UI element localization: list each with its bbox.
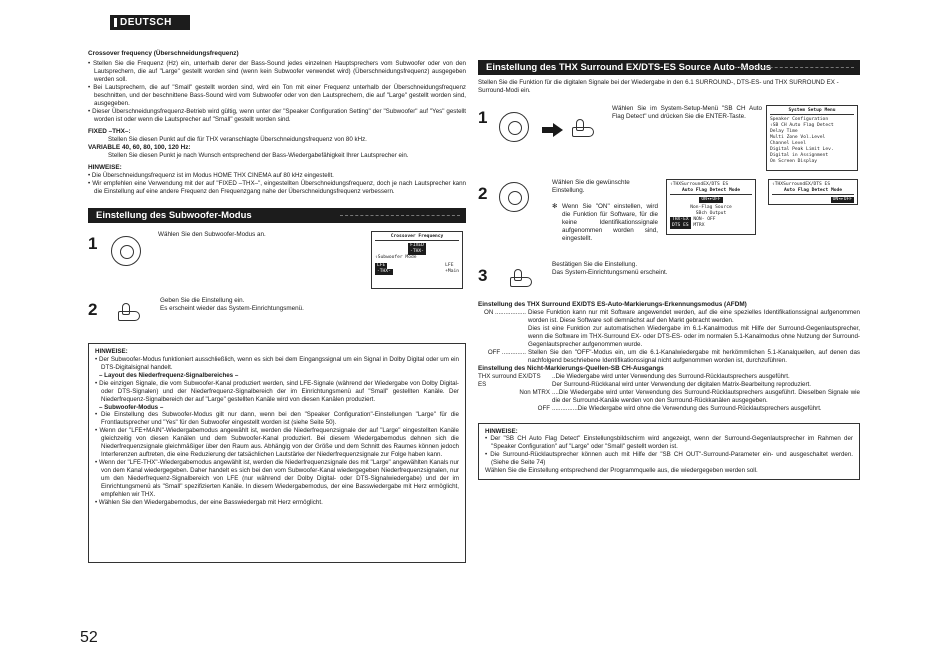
- afdm-screen-a: [666, 179, 756, 235]
- remote-cursor-pad-icon[interactable]: [496, 179, 532, 215]
- step-number: 2: [478, 183, 488, 203]
- subwoofer-mode-item: • Die Einstellung des Subwoofer-Modus gilt nur dann, wenn bei den "Speaker Configuration"-Einstellungen "Large" für die Frontlautsprecher und "Yes" für den Subwoofer eingestellt worden ist (siehe Seite 50).: [95, 411, 459, 427]
- menu-line: Multi Zone Vol.Level: [770, 134, 826, 140]
- screen-header: ⇧THXSurroundEX/DTS ES: [772, 181, 831, 187]
- step-text: Wählen Sie die gewünschte Einstellung.: [552, 178, 630, 194]
- afdm-on-text: Diese Funktion kann nur mit Software angewendet werden, auf die eine spezielles Identifikationssignal aufgenommen worden ist. Diese Software soll demnächst auf den Markt gebracht werden. Dies ist eine Funktion zur automatischen Wiedergabe im 6.1-Kanalmodus mit Hilfe der Surround-Gegenlautsprecher, wenn die Software im THX-Surround EX- oder DTS-ES- oder im normalen 5.1-Kanalmodus ohne Nutzung der Surround-Gegenlautsprecher aufgenommen wurde.: [528, 309, 860, 348]
- thx-intro: Stellen Sie die Funktion für die digitalen Signale bei der Wiedergabe in den 6.1 SURROUND-, DTS-ES- und THX SURROUND EX -Surround-Modi ein.: [478, 79, 839, 94]
- step-note: Wenn Sie "ON" einstellen, wird die Funktion für Software, für die keine Identifikationssignale aufgenommen worden sind, eingestellt.: [562, 202, 658, 243]
- variable-text: Stellen Sie diesen Punkt je nach Wunsch entsprechend der Bass-Wiedergabefähigkeit Ihrer Lautsprecher ein.: [108, 152, 409, 159]
- nonflag-text: ..Die Wiedergabe wird unter Verwendung des Surround-Rücklautsprechers ausgeführt. Der Surround-Rückkanal wird unter Verwendung der digitalen Matrix-Bearbeitung reproduziert.: [552, 372, 811, 388]
- remote-cursor-pad-icon[interactable]: [496, 109, 532, 145]
- crossover-screen: [371, 231, 463, 289]
- crossover-bullets: [88, 60, 466, 124]
- hinweise-item: • Wir empfehlen eine Verwendung mit der auf "FIXED –THX–", eingestellten Überschneidungsfrequenz, doch je nach Lautsprecher kann die Einstellung auf eine andere Frequenz den Frequenzgang nahe der Überschneidungsfrequenz verbessern.: [88, 180, 466, 196]
- menu-line: On Screen Display: [770, 158, 818, 164]
- step-number: 2: [88, 299, 98, 319]
- enter-button-hand-icon[interactable]: [116, 301, 144, 323]
- menu-line: Digital Peak Limit Lev.: [770, 146, 834, 152]
- menu-line: Speaker Configuration: [770, 116, 829, 122]
- fixed-text: Stellen Sie diesen Punkt auf die für THX veranschlagte Überschneidungsfrequenz von 80 kHz.: [108, 135, 367, 143]
- subwoofer-mode-item: • Wählen Sie den Wiedergabemodus, der eine Basswiedergab mit Herz ermöglicht.: [95, 499, 459, 507]
- afdm-off-text: Stellen Sie den "OFF"-Modus ein, um die 6.1-Kanalwiedergabe mit herkömmlichen 5.1-Kanalquellen, auf denen das nachfolgend beschriebene Identifikationssignal nicht aufgenommen worden ist, durchzuführen.: [528, 348, 860, 364]
- step-text: Bestätigen Sie die Einstellung. Das System-Einrichtungsmenü erscheint.: [552, 260, 668, 276]
- page-number: 52: [80, 629, 98, 646]
- screen-on-off: ON◂▸OFF: [832, 196, 852, 202]
- left-column: [88, 50, 466, 563]
- menu-line: Digital in Assignment: [770, 152, 829, 158]
- screen-header: ⇧THXSurroundEX/DTS ES: [670, 181, 729, 187]
- hinweise-item: • Die Überschneidungsfrequenz ist im Modus HOME THX CINEMA auf 80 kHz eingestellt.: [88, 172, 466, 180]
- subwoofer-step-1: [88, 229, 466, 295]
- nonflag-key: THX surround EX/DTS ES: [478, 372, 541, 388]
- screen-thx: -THX-: [410, 248, 424, 254]
- step-text: Wählen Sie im System-Setup-Menü "SB CH Auto Flag Detect" und drücken Sie die ENTER-Taste.: [612, 104, 762, 120]
- afdm-off-key: OFF ..............: [487, 348, 526, 356]
- screen-main-right: +Main: [445, 268, 459, 274]
- lfe-layout-title: – Layout des Niederfrequenz-Signalbereiches –: [99, 371, 239, 379]
- afdm-off-row: [478, 349, 860, 365]
- screen-thx2: -THX-: [377, 268, 391, 274]
- remote-cursor-pad-icon[interactable]: [108, 233, 144, 269]
- arrow-right-icon: [542, 123, 564, 137]
- thx-step-2: [478, 179, 860, 261]
- crossover-bullet: • Stellen Sie die Frequenz (Hz) ein, unterhalb derer der Bass-Sound jedes einzelnen Hauptsprechers vom Subwoofer oder von den Lautsprechern, die auf "Large" gestellt worden sind (wenn kein Subwoofer verwendet wird) (Überschneidungsfrequenz) ausgegeben werden soll.: [88, 60, 466, 84]
- crossover-title: Crossover frequency (Überschneidungsfrequenz): [88, 50, 239, 57]
- screen-sbch: SBch Output: [695, 210, 727, 216]
- fixed-label: FIXED –THX–:: [88, 127, 131, 135]
- hinweise-tail: Wählen Sie die Einstellung entsprechend der Programmquelle aus, die wiedergegeben werden soll.: [485, 467, 758, 475]
- afdm-screen-b: [768, 179, 858, 205]
- hinweise-title: HINWEISE:: [95, 347, 128, 355]
- crossover-bullet: • Dieser Überschneidungsfrequenz-Betrieb wird gültig, wenn unter der "Speaker Configuration Setting" der "Subwoofer" auf "Yes" gestellt worden ist oder wenn die Lautsprecher auf "Small" gestellt worden sind.: [88, 108, 466, 124]
- hinweise-list: [88, 172, 466, 196]
- step-text: Geben Sie die Einstellung ein. Es erscheint wieder das System-Einrichtungsmenü.: [160, 296, 304, 312]
- nonflag-row: [478, 389, 860, 405]
- language-tab: DEUTSCH: [110, 15, 190, 30]
- nonflag-text: ...............Die Wiedergabe wird ohne die Verwendung des Surround-Rücklautsprechers ausgeführt.: [552, 404, 822, 412]
- screen-non: NON-: [693, 216, 705, 222]
- screen-thx-ex: THX-EX: [672, 216, 689, 222]
- nonflag-row: [478, 405, 860, 413]
- lfe-layout-text: • Die einzigen Signale, die vom Subwoofer-Kanal produziert werden, sind LFE-Signale (während der Wiedergabe von Dolby Digital- oder DTS-Signalen) und der Niederfrequenz-Signalbereich der im Einrichtungsmenü auf "Small" gestellten Kanäle. Der Niederfrequenz-Signalbereich der auf "Large" gestellten Kanäle wird von diesen Kanälen produziert.: [95, 380, 459, 404]
- thx-step-3: [478, 261, 860, 301]
- right-column: [478, 60, 860, 480]
- system-setup-screen: [766, 105, 858, 171]
- hinweise-intro: • Der Subwoofer-Modus funktioniert ausschließlich, wenn es sich bei dem Eingangssignal um ein Signal in Dolby Digital oder um ein DTS-Digitalsignal handelt.: [95, 356, 459, 372]
- subwoofer-step-2: [88, 295, 466, 343]
- thx-section-bar: Einstellung des THX Surround EX/DTS-ES Source Auto -Modus: [478, 60, 860, 75]
- variable-label: VARIABLE 40, 60, 80, 100, 120 Hz:: [88, 143, 191, 151]
- subwoofer-hinweise-box: [88, 343, 466, 563]
- screen-on-off: ON◂▸OFF: [701, 196, 721, 202]
- afdm-on-row: [478, 309, 860, 349]
- screen-mtrx: MTRX: [693, 222, 705, 228]
- afdm-title: Einstellung des THX Surround EX/DTS ES-Auto-Markierungs-Erkennungsmodus (AFDM): [478, 300, 747, 308]
- hinweise-title: HINWEISE:: [88, 163, 122, 171]
- screen-header: Crossover Frequency: [375, 234, 459, 241]
- enter-button-hand-icon[interactable]: [508, 267, 536, 289]
- hinweise-item: • Der "SB CH Auto Flag Detect" Einstellungsbildschirm wird angezeigt, wenn der Surround-Gegenlautsprecher im Rahmen der "Speaker Configuration" auf "Large" oder "Small" gestellt worden ist.: [485, 435, 853, 451]
- enter-button-hand-icon[interactable]: [570, 117, 598, 139]
- subwoofer-mode-title: – Subwoofer-Modus –: [99, 403, 164, 411]
- menu-line: Delay Time: [770, 128, 798, 134]
- step-number: 1: [478, 107, 488, 127]
- menu-line: ⇧SB CH Auto Flag Detect: [770, 122, 834, 128]
- menu-line: Channel Level: [770, 140, 806, 146]
- thx-hinweise-box: [478, 423, 860, 481]
- star-icon: ✻: [552, 202, 558, 210]
- subwoofer-mode-item: • Wenn der "LFE-THX"-Wiedergabemodus angewählt ist, werden die Niederfrequenzsignale des mit "Large" angewählten Kanals nur von dem Kanal wiedergegeben. Daher handelt es sich bei den vom Subwoofer-Kanal wiedergegeben Niederfrequenzsignalen, nur um den Niederfrequenz-Signalbereich von LFE (nur während der Dolby Digital- oder DTS-Signalwiedergabe) und der im Einrichtungsmenü als "Small" spezifizierten Kanäle. In diesem Wiedergabemodus, der eine Basswiedergabe mit Herz ermöglicht, empfehlen wir THX.: [95, 459, 459, 499]
- thx-step-1: [478, 103, 860, 175]
- hinweise-item: • Die Surround-Rücklautsprecher können auch mit Hilfe der "SB CH OUT"-Surround-Parameter ein- und ausgeschaltet werden. (Siehe die Seite 74): [485, 451, 853, 467]
- screen-off: OFF: [707, 216, 716, 222]
- nonflag-row: [478, 373, 860, 389]
- nonflag-text: ....Die Wiedergabe wird unter Verwendung des Surround-Rücklautsprechers ausgeführt. Dieselben Signale wie die der Surround-Kanäle werden von den Surround-Rückkanälen ausgegeben.: [552, 388, 860, 404]
- crossover-bullet: • Bei Lautsprechern, die auf "Small" gestellt worden sind, wird ein Ton mit einer Frequenz unterhalb der Überschneidungsfrequenz beschnitten, und der beschnittene Bass-Sound wird vom Subwoofer oder von den Lautsprechern, die auf "Large" gestellt worden sind, ausgegeben.: [88, 84, 466, 108]
- afdm-on-key: ON ..................: [484, 309, 526, 317]
- step-number: 1: [88, 233, 98, 253]
- nonflag-title: Einstellung des Nicht-Markierungs-Quellen-SB CH-Ausgangs: [478, 364, 664, 372]
- subwoofer-section-bar: Einstellung des Subwoofer-Modus: [88, 208, 466, 223]
- step-number: 3: [478, 265, 488, 285]
- subwoofer-mode-item: • Wenn der "LFE+MAIN"-Wiedergabemodus angewählt ist, werden die Niederfrequenzsignale der auf "Large" eingestellten Kanäle gleichzeitig von diesen Kanälen und dem Subwoofer-Kanal produziert. Bei diesem Wiedergabemodus dehnen sich die Niederfrequenzsignale gleichmäßiger über den Raum aus. Abhängig von der Größe und dem Schnitt des Raumes können jedoch Interferenzen auftreten, die eine Reduzierung der tatsächlichen Lautstärke der Niederfrequenzsignale zur Folge haben kann.: [95, 427, 459, 459]
- screen-header-2: Auto Flag Detect Mode: [772, 188, 854, 195]
- screen-dts-es: DTS ES: [672, 222, 689, 228]
- screen-mode-line: ⇧Subwoofer Mode: [375, 254, 417, 260]
- screen-nonflag: Non-Flag Source: [690, 204, 732, 210]
- nonflag-key: Non MTRX: [519, 388, 550, 396]
- screen-header-2: Auto Flag Detect Mode: [670, 188, 752, 195]
- screen-lfe: LFE: [377, 262, 386, 268]
- screen-header: System Setup Menu: [770, 108, 854, 115]
- step-text: Wählen Sie den Subwoofer-Modus an.: [158, 230, 266, 238]
- screen-lfe-right: LFE: [445, 262, 454, 268]
- screen-fixed: FIXED: [410, 242, 424, 248]
- nonflag-key: OFF: [537, 404, 550, 412]
- hinweise-title: HINWEISE:: [485, 427, 518, 435]
